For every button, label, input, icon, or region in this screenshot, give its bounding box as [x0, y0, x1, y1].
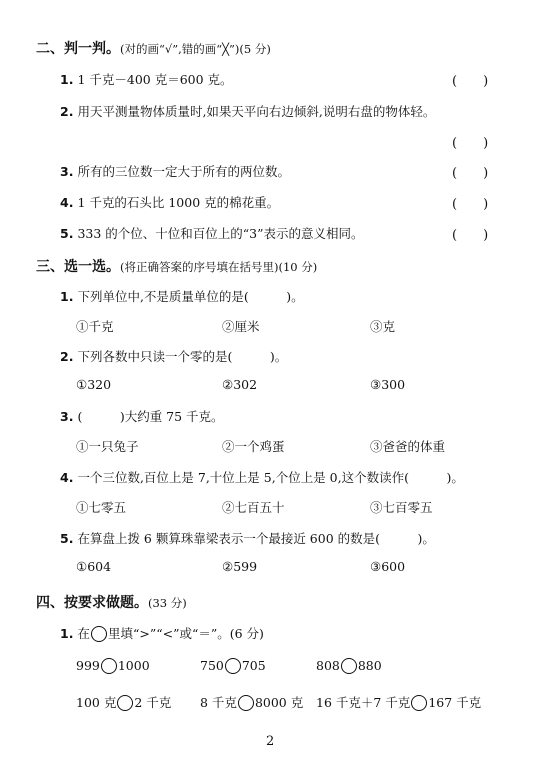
- choice-item-1: [60, 287, 304, 305]
- item-number: 1.: [60, 626, 74, 641]
- item-number: 1.: [60, 289, 74, 304]
- answer-paren-3[interactable]: ( ): [452, 166, 489, 181]
- item-text: 1 千克的石头比 1000 克的棉花重。: [77, 195, 280, 210]
- item-number: 4.: [60, 195, 74, 210]
- item-number: 2.: [60, 104, 74, 119]
- compare-item: [316, 693, 481, 711]
- option-b[interactable]: ②599: [222, 559, 258, 574]
- compare-item: [316, 658, 382, 674]
- section4-note: (33 分): [148, 596, 187, 610]
- item-text: 333 的个位、十位和百位上的“3”表示的意义相同。: [77, 226, 364, 241]
- compare-right: 2 千克: [134, 695, 172, 710]
- section3-title: 三、选一选。: [36, 259, 120, 275]
- section2-title: 二、判一判。: [36, 41, 120, 57]
- answer-circle[interactable]: [225, 658, 241, 674]
- item-text: 在算盘上拨 6 颗算珠靠梁表示一个最接近 600 的数是( )。: [77, 531, 435, 546]
- judge-item-5: [60, 224, 364, 242]
- compare-left: 808: [316, 658, 340, 673]
- compare-item: [76, 658, 150, 674]
- answer-circle[interactable]: [411, 695, 427, 711]
- compare-right: 8000 克: [254, 695, 304, 710]
- item-text: 1 千克－400 克＝600 克。: [77, 72, 233, 87]
- compare-item: [200, 693, 303, 711]
- judge-item-3: [60, 162, 290, 180]
- option-a[interactable]: ①一只兔子: [76, 439, 139, 454]
- option-a[interactable]: ①320: [76, 377, 112, 392]
- item-number: 3.: [60, 164, 74, 179]
- choice-item-4: [60, 468, 464, 486]
- answer-paren-1[interactable]: ( ): [452, 74, 489, 89]
- choice-item-3: [60, 407, 224, 425]
- item-number: 1.: [60, 72, 74, 87]
- compare-instruction: [60, 624, 264, 642]
- compare-right: 705: [241, 658, 266, 673]
- section2-heading: [36, 38, 271, 58]
- answer-circle[interactable]: [101, 658, 117, 674]
- compare-right: 1000: [117, 658, 150, 673]
- section4-heading: [36, 592, 187, 612]
- instruction-pre: 在: [77, 626, 90, 641]
- option-c[interactable]: ③300: [370, 377, 406, 392]
- compare-left: 750: [200, 658, 224, 673]
- answer-circle[interactable]: [341, 658, 357, 674]
- answer-paren-4[interactable]: ( ): [452, 197, 489, 212]
- item-text: 用天平测量物体质量时,如果天平向右边倾斜,说明右盘的物体轻。: [77, 104, 436, 119]
- compare-item: [200, 658, 266, 674]
- compare-left: 999: [76, 658, 100, 673]
- item-number: 5.: [60, 226, 74, 241]
- option-c[interactable]: ③600: [370, 559, 406, 574]
- compare-right: 167 千克: [428, 695, 482, 710]
- compare-left: 100 克: [76, 695, 117, 710]
- choice-item-2: [60, 347, 287, 365]
- section3-note: (将正确答案的序号填在括号里)(10 分): [120, 260, 318, 274]
- item-number: 4.: [60, 470, 74, 485]
- compare-item: [76, 693, 171, 711]
- judge-item-4: [60, 193, 279, 211]
- answer-paren-5[interactable]: ( ): [452, 228, 489, 243]
- option-a[interactable]: ①七零五: [76, 500, 127, 515]
- option-c[interactable]: ③爸爸的体重: [370, 439, 446, 454]
- item-text: ( )大约重 75 千克。: [77, 409, 224, 424]
- item-number: 3.: [60, 409, 74, 424]
- page-number: 2: [266, 734, 275, 749]
- item-text: 下列单位中,不是质量单位的是( )。: [77, 289, 304, 304]
- judge-item-2: [60, 102, 435, 120]
- choice-item-5: [60, 529, 435, 547]
- item-number: 2.: [60, 349, 74, 364]
- option-a[interactable]: ①千克: [76, 319, 114, 334]
- option-a[interactable]: ①604: [76, 559, 112, 574]
- item-text: 所有的三位数一定大于所有的两位数。: [77, 164, 290, 179]
- item-text: 下列各数中只读一个零的是( )。: [77, 349, 288, 364]
- option-c[interactable]: ③克: [370, 319, 396, 334]
- option-b[interactable]: ②一个鸡蛋: [222, 439, 285, 454]
- option-c[interactable]: ③七百零五: [370, 500, 433, 515]
- item-number: 5.: [60, 531, 74, 546]
- item-text: 一个三位数,百位上是 7,十位上是 5,个位上是 0,这个数读作( )。: [77, 470, 464, 485]
- section4-title: 四、按要求做题。: [36, 595, 148, 611]
- judge-item-1: [60, 70, 233, 88]
- instruction-post: 里填“>”“<”或“＝”。(6 分): [107, 626, 264, 641]
- option-b[interactable]: ②七百五十: [222, 500, 285, 515]
- compare-left: 16 千克＋7 千克: [316, 695, 411, 710]
- answer-circle[interactable]: [117, 695, 133, 711]
- answer-circle[interactable]: [238, 695, 254, 711]
- circle-icon: [91, 626, 107, 642]
- answer-paren-2[interactable]: ( ): [452, 136, 489, 151]
- compare-left: 8 千克: [200, 695, 237, 710]
- section2-note: (对的画“√”,错的画“╳”)(5 分): [120, 42, 271, 56]
- option-b[interactable]: ②厘米: [222, 319, 260, 334]
- compare-right: 880: [357, 658, 382, 673]
- option-b[interactable]: ②302: [222, 377, 258, 392]
- section3-heading: [36, 256, 317, 276]
